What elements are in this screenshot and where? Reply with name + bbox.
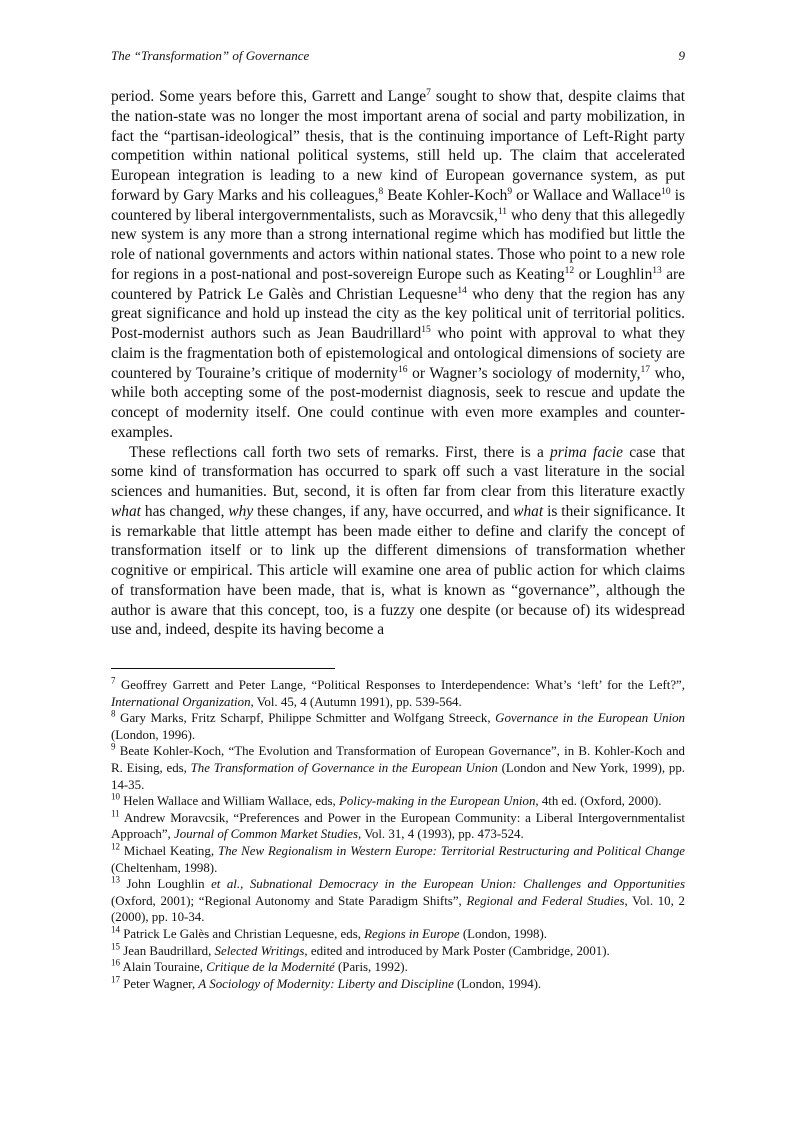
text-run: (London, 1998). <box>459 926 547 941</box>
paragraph <box>111 443 685 641</box>
text-run: Vol. 45, 4 (Autumn 1991), pp. 539-564. <box>253 694 462 709</box>
text-run: Andrew Moravcsik, “Preferences and Power in the European Community: a Liberal Intergovernmentalist Approach”, <box>111 810 685 842</box>
text-run: (Oxford, 2001); “Regional Autonomy and State Paradigm Shifts”, <box>111 893 467 908</box>
text-run: edited and introduced by Mark Poster (Cambridge, 2001). <box>307 943 610 958</box>
italic-text: The New Regionalism in Western Europe: Territorial Restructuring and Political Change <box>217 843 686 858</box>
footnote-reference: 15 <box>421 323 431 335</box>
text-run: is countered by liberal intergovernmentalists, such as Moravcsik, <box>111 186 686 224</box>
footnote-reference: 7 <box>111 675 116 686</box>
italic-text: The Transformation of Governance in the European Union <box>190 760 498 775</box>
page-number: 9 <box>678 48 685 63</box>
text-run: are countered by Patrick Le Galès and Christian Lequesne <box>111 265 686 303</box>
italic-text: what <box>111 502 141 520</box>
text-run: who point with approval to what they claim is the fragmentation both of epistemological and ontological dimensions of society are countered by Touraine’s critique of modernity <box>111 325 686 382</box>
text-run: These reflections call forth two sets of remarks. First, there is a <box>129 443 551 461</box>
text-run: who deny that this allegedly new system is any more than a strong international regime which has modified but little the role of national governments and actors within national states. Those who point to a new role for regions in a post-national and post-sovereign Europe such as Keating <box>111 206 686 283</box>
text-run: (Paris, 1992). <box>334 960 408 975</box>
footnote-reference: 12 <box>111 841 121 852</box>
italic-text: prima facie <box>550 443 623 461</box>
text-run: , <box>240 877 250 892</box>
footnote <box>111 710 685 743</box>
footnote <box>111 743 685 793</box>
footnote <box>111 843 685 876</box>
footnote-reference: 8 <box>111 708 116 719</box>
text-run: Peter Wagner, <box>120 976 199 991</box>
text-run: Gary Marks, Fritz Scharpf, Philippe Schmitter and Wolfgang Streeck, <box>115 711 496 726</box>
footnote-reference: 8 <box>378 185 384 197</box>
text-run: (Cheltenham, 1998). <box>111 860 218 875</box>
body-text <box>111 87 685 640</box>
text-run: (London, 1994). <box>453 976 542 991</box>
text-run: period. Some years before this, Garrett and Lange <box>111 88 427 105</box>
footnote-reference: 17 <box>640 363 650 375</box>
text-run: sought to show that, despite claims that the nation-state was no longer the most important arena of social and party mobilization, in fact the “partisan-ideological” thesis, that is the continuing importance of Left-Right party competition within national political systems, still held up. The claim that accelerated European integration is leading to a new kind of European governance system, as put forward by Gary Marks and his colleagues, <box>111 88 685 204</box>
italic-text: Governance in the European Union <box>495 711 686 726</box>
footnote-reference: 13 <box>111 874 121 885</box>
footnote <box>111 810 685 843</box>
footnote-reference: 16 <box>397 363 408 375</box>
text-run: Jean Baudrillard, <box>120 943 215 958</box>
text-run: or Wagner’s sociology of modernity, <box>407 364 641 382</box>
text-run: Beate Kohler-Koch, “The Evolution and Transformation of European Governance”, in B. Kohler-Koch and R. Eising, eds, <box>111 744 685 775</box>
text-run: these changes, if any, have occurred, and <box>253 502 514 520</box>
footnote-reference: 9 <box>507 185 513 197</box>
italic-text: Critique de la Modernité <box>206 960 335 975</box>
italic-text: et al. <box>211 877 241 892</box>
text-run: is their significance. It is remarkable that little attempt has been made either to define and clarify the concept of transformation itself or to link up the different dimensions of transformation whether cognitive or empirical. This article will examine one area of public action for which claims of transformation have been made, that is, what is known as “governance”, although the author is aware that this concept, too, is a fuzzy one despite (or because of) its widespread use and, indeed, despite its having become a <box>111 502 685 639</box>
text-run: or Wallace and Wallace <box>512 186 662 204</box>
footnote-reference: 10 <box>661 185 671 197</box>
italic-text: Journal of Common Market Studies <box>174 827 359 842</box>
running-header <box>111 48 685 64</box>
text-run: or Loughlin <box>574 265 653 283</box>
footnote-reference: 10 <box>111 791 121 802</box>
italic-text: A Sociology of Modernity: Liberty and Discipline <box>198 976 454 991</box>
footnotes <box>111 677 685 992</box>
italic-text: Selected Writings, <box>214 943 308 958</box>
footnote-separator <box>111 668 335 669</box>
italic-text: what <box>513 502 544 520</box>
footnote-reference: 16 <box>111 957 121 968</box>
footnote-reference: 13 <box>652 264 662 276</box>
footnote <box>111 976 685 993</box>
running-title: The “Transformation” of Governance <box>111 48 310 63</box>
italic-text: why <box>228 502 254 520</box>
text-run: Patrick Le Galès and Christian Lequesne, eds, <box>120 926 365 941</box>
footnote-reference: 9 <box>111 742 116 753</box>
text-run: Helen Wallace and William Wallace, eds, <box>120 794 339 809</box>
italic-text: Subnational Democracy in the European Union: Challenges and Opportunities <box>249 877 685 892</box>
footnote-reference: 11 <box>497 205 508 217</box>
footnote <box>111 926 685 943</box>
text-run: , Vol. 31, 4 (1993), pp. 473-524. <box>358 827 524 842</box>
text-run: John Loughlin <box>120 877 212 892</box>
text-run: who deny that the region has any great significance and hold up instead the city as the key political unit of territorial politics. Post-modernist authors such as Jean Baudrillard <box>111 285 685 342</box>
text-run: who, while both accepting some of the post-modernist diagnosis, seek to rescue and update the concept of modernity itself. One could continue with even more examples and counter-examples. <box>111 364 686 441</box>
footnote <box>111 677 685 710</box>
footnote-reference: 14 <box>457 284 467 296</box>
text-run: Alain Touraine, <box>120 960 207 975</box>
footnote-reference: 12 <box>564 264 575 276</box>
text-run: Beate Kohler-Koch <box>383 186 508 204</box>
footnote <box>111 943 685 960</box>
italic-text: International Organization, <box>111 694 254 709</box>
footnote <box>111 876 685 926</box>
text-run: has changed, <box>140 502 229 520</box>
footnote <box>111 959 685 976</box>
text-run: Geoffrey Garrett and Peter Lange, “Political Responses to Interdependence: What’s ‘left’ for the Left?”, <box>115 678 685 692</box>
italic-text: Policy-making in the European Union <box>338 794 536 809</box>
footnote-reference: 7 <box>426 86 431 98</box>
italic-text: Regions in Europe <box>364 926 460 941</box>
footnote-reference: 14 <box>111 924 121 935</box>
italic-text: Regional and Federal Studies <box>466 893 625 908</box>
footnote-reference: 17 <box>111 974 121 985</box>
text-run: (London and New York, 1999), pp. 14-35. <box>111 760 686 792</box>
text-run: , Vol. 10, 2 (2000), pp. 10-34. <box>111 893 685 925</box>
text-run: case that some kind of transformation has occurred to spark off such a vast literature in the social sciences and humanities. But, second, it is often far from clear from this literature exactly <box>111 443 685 500</box>
paragraph <box>111 87 685 443</box>
footnote <box>111 793 685 810</box>
footnote-reference: 15 <box>111 941 121 952</box>
text-run: Michael Keating, <box>120 843 218 858</box>
text-run: , 4th ed. (Oxford, 2000). <box>535 794 662 809</box>
footnote-reference: 11 <box>111 808 120 819</box>
text-run: (London, 1996). <box>111 727 196 742</box>
